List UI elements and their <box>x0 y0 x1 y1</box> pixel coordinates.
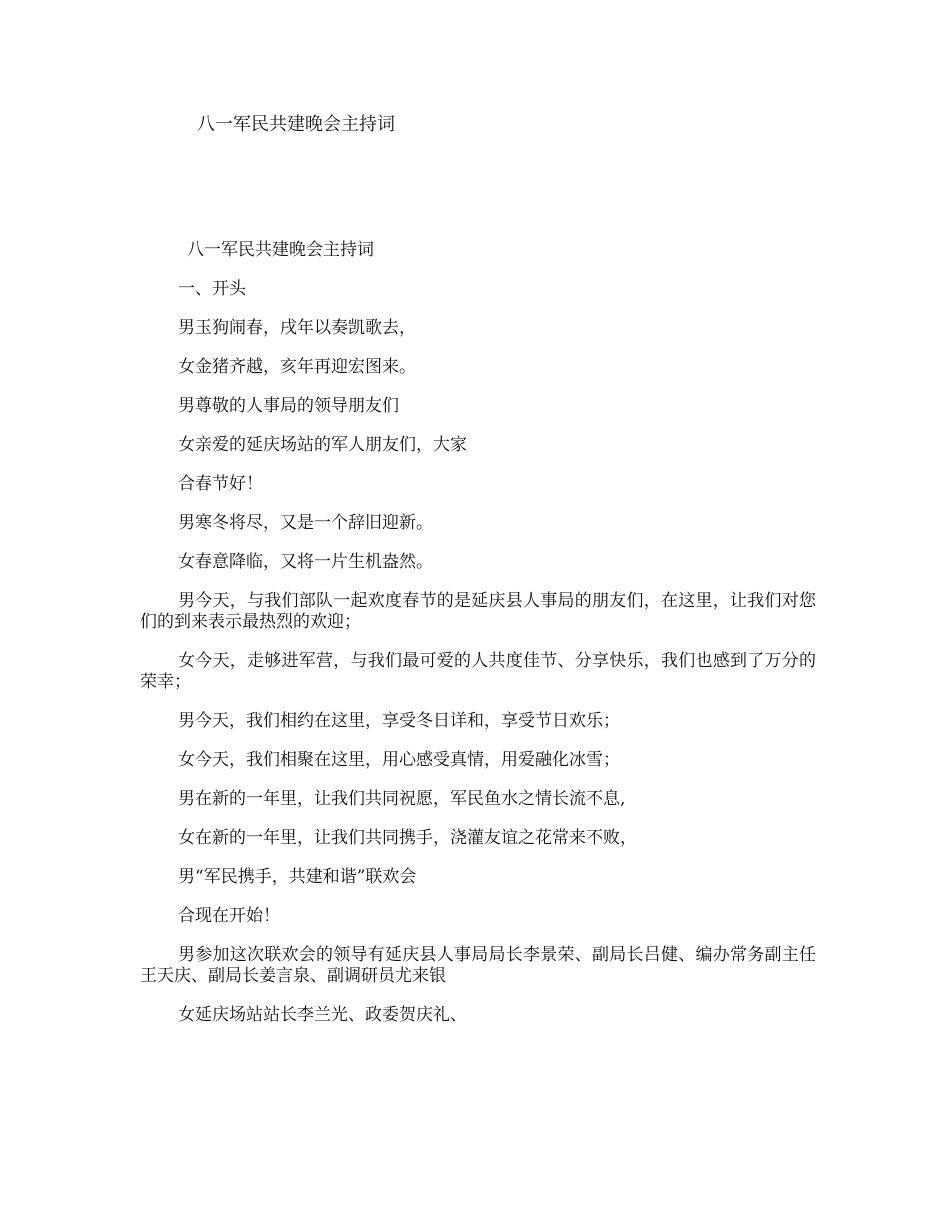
paragraph: 女今天，我们相聚在这里，用心感受真情，用爱融化冰雪； <box>178 750 620 770</box>
paragraph: 合现在开始！ <box>178 906 280 926</box>
paragraph: 女延庆场站站长李兰光、政委贺庆礼、 <box>178 1005 467 1025</box>
paragraph: 女金猪齐越，亥年再迎宏图来。 <box>178 357 416 377</box>
paragraph: 男在新的一年里，让我们共同祝愿，军民鱼水之情长流不息, <box>178 789 626 809</box>
document-body <box>140 240 816 1044</box>
paragraph: 女春意降临，又将一片生机盎然。 <box>178 552 433 572</box>
body-heading: 八一军民共建晚会主持词 <box>187 240 374 260</box>
paragraph: 女在新的一年里，让我们共同携手，浇灌友谊之花常来不败， <box>178 828 637 848</box>
paragraph: 男今天，与我们部队一起欢度春节的是延庆县人事局的朋友们，在这里，让我们对您们的到来表示最热烈的欢迎； <box>140 591 816 632</box>
paragraph: 女亲爱的延庆场站的军人朋友们，大家 <box>178 435 467 455</box>
paragraph: 合春节好！ <box>178 474 263 494</box>
paragraph: 女今天，走够进军营，与我们最可爱的人共度佳节、分享快乐，我们也感到了万分的荣幸； <box>140 651 816 692</box>
paragraph: 男寒冬将尽，又是一个辞旧迎新。 <box>178 513 433 533</box>
document-title: 八一军民共建晚会主持词 <box>197 114 395 135</box>
paragraph: 男“军民携手，共建和谐”联欢会 <box>178 867 417 887</box>
paragraph: 男参加这次联欢会的领导有延庆县人事局局长李景荣、副局长吕健、编办常务副主任王天庆、副局长姜言泉、副调研员尤来银 <box>140 945 816 986</box>
section-heading-opening: 一、开头 <box>178 279 246 299</box>
paragraph: 男今天，我们相约在这里，享受冬日详和，享受节日欢乐； <box>178 711 620 731</box>
paragraph: 男尊敬的人事局的领导朋友们 <box>178 396 399 416</box>
paragraph: 男玉狗闹春，戌年以奏凯歌去， <box>178 318 416 338</box>
